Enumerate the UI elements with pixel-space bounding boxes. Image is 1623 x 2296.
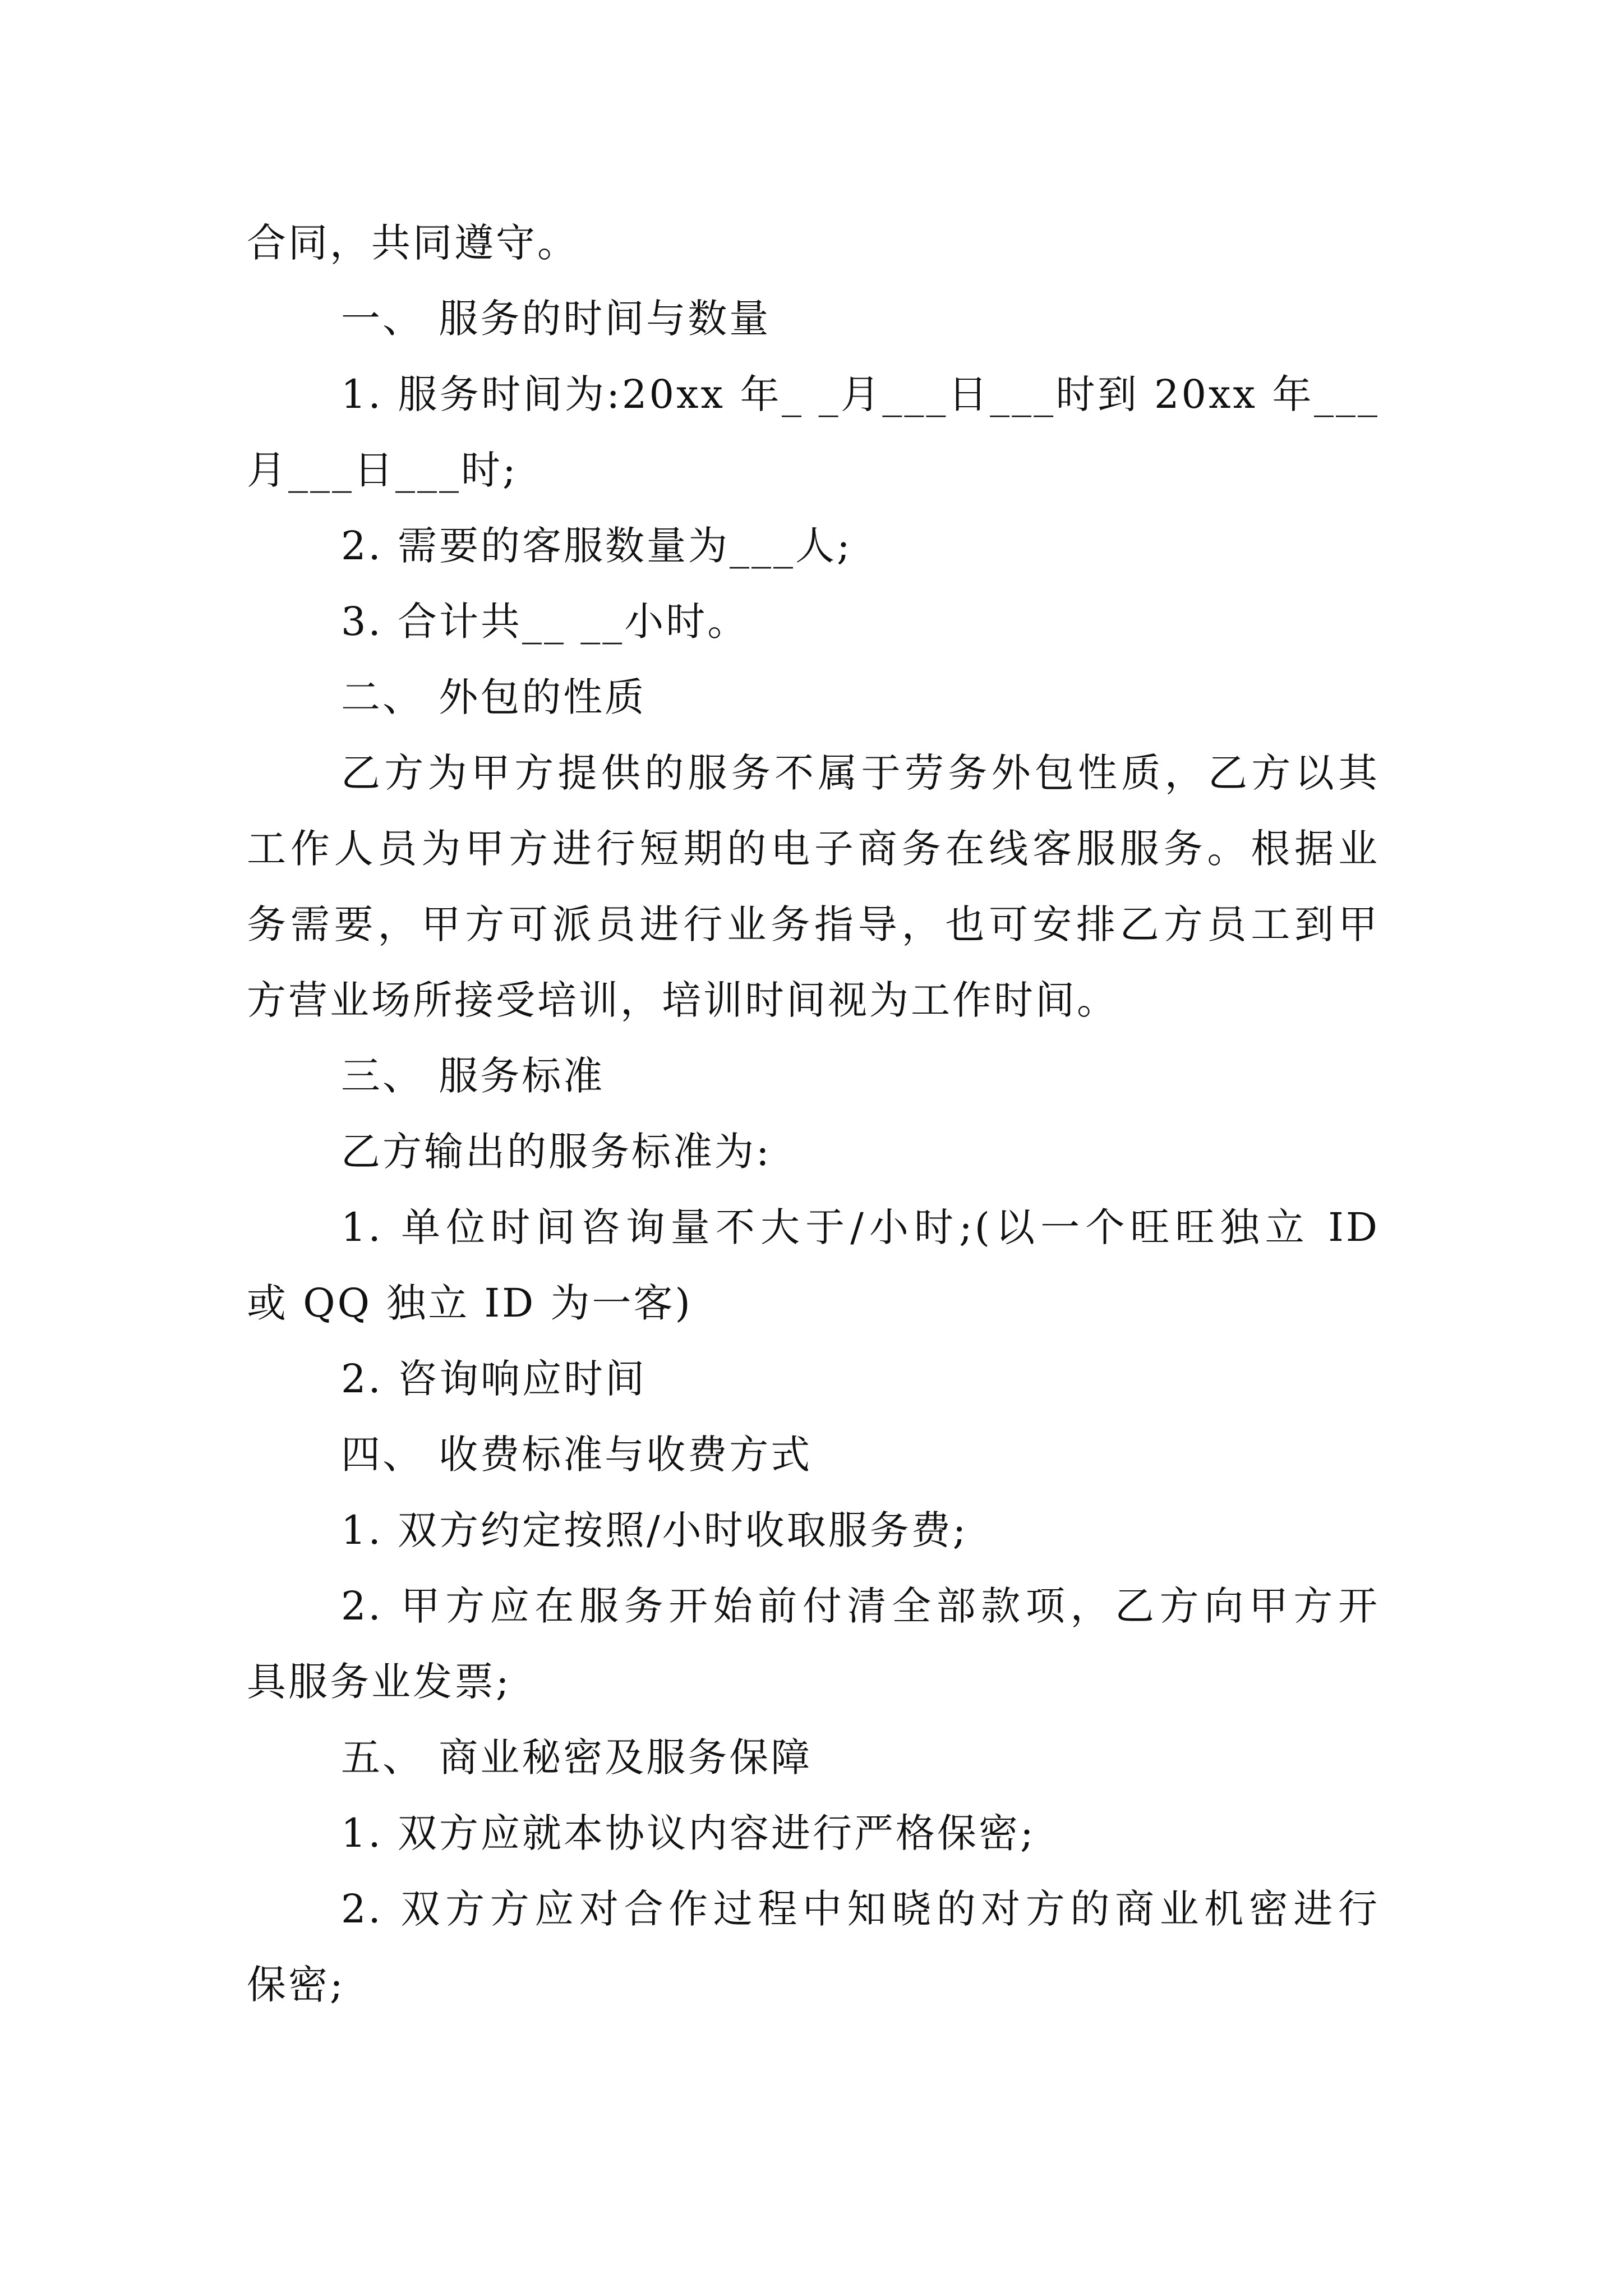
text-line: 月___日___时; <box>247 447 518 493</box>
text-line: 具服务业发票; <box>247 1659 511 1705</box>
text-line: 务需要，甲方可派员进行业务指导，也可安排乙方员工到甲 <box>247 901 1380 947</box>
text-line: 1. 双方应就本协议内容进行严格保密; <box>341 1810 1036 1856</box>
text-line: 乙方为甲方提供的服务不属于劳务外包性质，乙方以其 <box>341 750 1380 796</box>
section-heading-1: 一、 服务的时间与数量 <box>341 296 771 342</box>
text-line: 1. 单位时间咨询量不大于/小时;(以一个旺旺独立 ID <box>341 1204 1380 1250</box>
text-line: 3. 合计共__ __小时。 <box>341 599 749 645</box>
section-heading-2: 二、 外包的性质 <box>341 674 647 720</box>
text-line: 乙方输出的服务标准为: <box>341 1129 772 1175</box>
text-line: 工作人员为甲方进行短期的电子商务在线客服服务。根据业 <box>247 826 1380 872</box>
section-heading-4: 四、 收费标准与收费方式 <box>341 1432 813 1478</box>
text-line: 1. 双方约定按照/小时收取服务费; <box>341 1507 969 1553</box>
text-line: 方营业场所接受培训，培训时间视为工作时间。 <box>247 977 1118 1023</box>
text-line: 2. 需要的客服数量为___人; <box>341 523 852 569</box>
section-heading-5: 五、 商业秘密及服务保障 <box>341 1734 813 1780</box>
section-heading-3: 三、 服务标准 <box>341 1053 605 1099</box>
text-line: 合同，共同遵守。 <box>247 220 579 266</box>
text-line: 或 QQ 独立 ID 为一客) <box>247 1280 693 1326</box>
text-line: 保密; <box>247 1962 345 2008</box>
text-line: 2. 双方方应对合作过程中知晓的对方的商业机密进行 <box>341 1886 1380 1932</box>
text-line: 1. 服务时间为:20xx 年_ _月___日___时到 20xx 年___ <box>341 371 1380 417</box>
text-line: 2. 咨询响应时间 <box>341 1356 647 1402</box>
text-line: 2. 甲方应在服务开始前付清全部款项，乙方向甲方开 <box>341 1583 1380 1629</box>
